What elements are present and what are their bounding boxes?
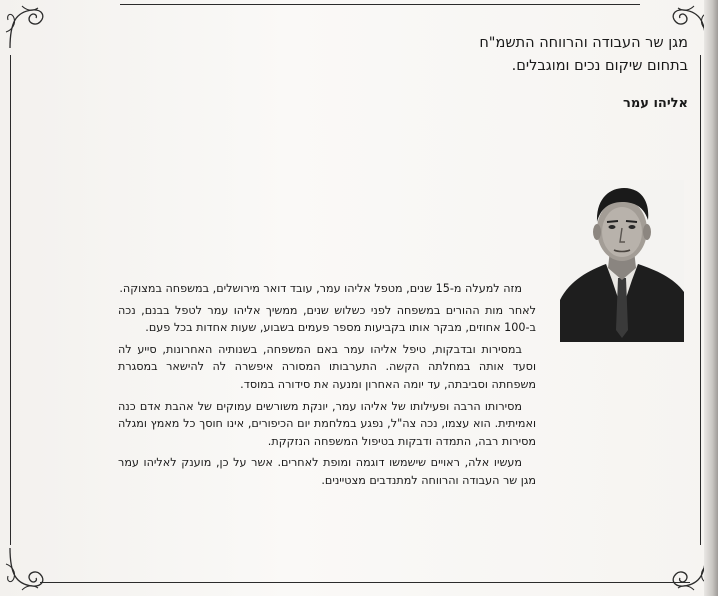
header-line-2: בתחום שיקום נכים ומוגבלים. <box>511 58 688 74</box>
frame-right-line <box>700 55 701 545</box>
portrait-photo <box>560 180 684 342</box>
paragraph-4: מסירותו הרבה ופעילותו של אליהו עמר, יונקת משורשים עמוקים של אהבת אדם כנה ואמיתית. הוא עצמו, נכה צה"ל, נפגע במלחמת יום הכיפורים, אינו חוסך כל מאמץ ומגלה מסירות רבה, התמדה ודבקות בטיפול המשפחה הנזקקת. <box>118 399 536 448</box>
scan-edge <box>704 0 718 596</box>
frame-left-line <box>10 55 11 545</box>
frame-bottom-line <box>40 582 690 583</box>
body-text <box>118 280 536 494</box>
frame-top-line <box>120 4 640 5</box>
recipient-name: אליהו עמר <box>623 96 688 111</box>
ornament-top-left-icon <box>2 2 50 50</box>
ornament-bottom-left-icon <box>2 546 50 594</box>
paragraph-1: מזה למעלה מ-15 שנים, מטפל אליהו עמר, עובד דואר מירושלים, במשפחה במצוקה. <box>119 282 522 295</box>
paragraph-2: לאחר מות ההורים במשפחה לפני כשלוש שנים, ממשיך אליהו עמר לטפל בבנם, נכה ב-100 אחוזים, מבקר אותו בקביעות מספר פעמים בשבוע, שעות אחדות בכל פעם. <box>118 303 536 335</box>
header-line-1: מגן שר העבודה והרווחה התשמ"ח <box>479 35 688 51</box>
paragraph-5: מעשיו אלה, ראויים שישמשו דוגמה ומופת לאחרים. אשר על כן, מוענק לאליהו עמר מגן שר העבודה והרווחה למתנדבים מצטיינים. <box>118 456 536 487</box>
paragraph-3: במסירות ובדבקות, טיפל אליהו עמר באם המשפחה, בשנותיה האחרונות, סייע לה וסעד אותה במחלתה הקשה. התערבותו המסורה איפשרה לה להישאר במסגרת משפחתה וסביבתה, עד יומה האחרון ומנעה את סידורה במוסד. <box>118 342 536 391</box>
